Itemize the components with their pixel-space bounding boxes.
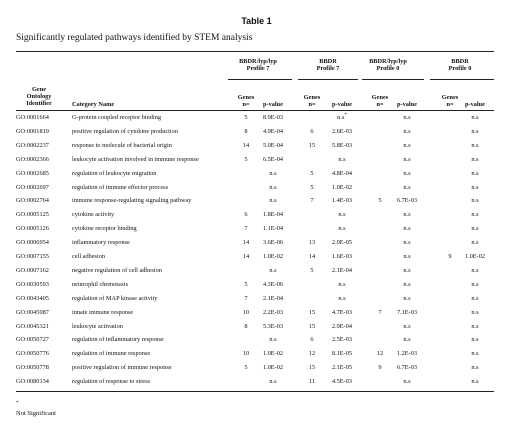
category-name: regulation of immune response (72, 350, 151, 358)
p-value-3: n.s (403, 253, 411, 260)
p-value-1: 1.1E-04 (262, 225, 284, 233)
header-genes-2-n: n= (308, 101, 316, 108)
go-identifier: GO:0030593 (16, 280, 49, 288)
go-identifier: GO:0001664 (16, 114, 49, 121)
category-name: leukocyte activation (72, 322, 123, 330)
group-header-1 (228, 58, 288, 72)
p-value-1: 2.2E-03 (262, 308, 284, 316)
p-value-1: n.s (269, 183, 277, 191)
genes-count-1: 8 (244, 322, 248, 330)
genes-count-1: 6 (244, 211, 248, 219)
p-value-4: n.s (471, 239, 479, 247)
footnote (16, 402, 56, 418)
group-header-2-line2: Profile 7 (316, 65, 340, 72)
group-rule-2 (298, 79, 358, 80)
p-value-4: n.s (471, 322, 479, 330)
go-identifier: GO:0002697 (16, 183, 49, 191)
p-value-1: 1.0E-02 (262, 364, 284, 372)
genes-count-3: 9 (378, 364, 382, 372)
header-genes-4 (438, 94, 462, 108)
p-value-2: 2.9E-04 (331, 322, 353, 330)
genes-count-2: 15 (308, 322, 316, 330)
category-name: regulation of inflammatory response (72, 336, 164, 344)
p-value-4: n.s (471, 211, 479, 219)
category-name: positive regulation of cytokine production (72, 127, 178, 135)
p-value-4: 1.0E-02 (464, 253, 486, 260)
p-value-2: 4.5E-03 (331, 378, 353, 386)
group-header-2 (298, 58, 358, 72)
p-value-1: 3.6E-06 (262, 239, 284, 247)
go-identifier: GO:0080134 (16, 378, 49, 386)
header-go-id-line2: Ontology (26, 93, 52, 100)
genes-count-1: 8 (244, 127, 248, 135)
header-go-id-line1: Gene (32, 86, 46, 93)
p-value-2: 5.8E-03 (331, 141, 353, 149)
p-value-2: 8.1E-05 (331, 350, 353, 358)
p-value-2: 4.8E-04 (331, 169, 353, 177)
category-name: cytokine activity (72, 211, 115, 219)
header-genes-2 (300, 94, 324, 108)
genes-count-2: 6 (310, 336, 314, 344)
p-value-2 (327, 114, 357, 121)
p-value-1: n.s (269, 378, 277, 386)
group-header-3-line1: BBDR/lyp/lyp (369, 58, 407, 65)
header-genes-1 (234, 94, 258, 108)
category-name: innate immune response (72, 308, 134, 316)
category-name: inflammatory response (72, 239, 130, 247)
p-value-4: n.s (471, 183, 479, 191)
category-name: cell adhesion (72, 253, 106, 260)
p-value-3: n.s (403, 211, 411, 219)
go-identifier: GO:0007155 (16, 253, 49, 260)
group-header-4 (430, 58, 490, 72)
p-value-3: 7.1E-03 (396, 308, 418, 316)
genes-count-2: 11 (308, 378, 316, 386)
p-value-4: n.s (471, 225, 479, 233)
p-value-4: n.s (471, 378, 479, 386)
p-value-3: 6.7E-03 (396, 197, 418, 205)
category-name: G-protein coupled receptor binding (72, 114, 162, 121)
table-caption: Significantly regulated pathways identified by STEM analysis (16, 33, 253, 43)
group-header-4-line2: Profile 0 (448, 65, 472, 72)
group-rule-3 (362, 79, 424, 80)
p-value-1: n.s (269, 197, 277, 205)
category-name: response to molecule of bacterial origin (72, 141, 172, 149)
category-name: regulation of response to stress (72, 378, 150, 386)
p-value-4: n.s (471, 280, 479, 288)
footnote-marker: * (16, 400, 19, 406)
p-value-4: n.s (471, 336, 479, 344)
p-value-2: 4.7E-03 (331, 308, 353, 316)
genes-count-3: 5 (378, 197, 382, 205)
genes-count-1: 5 (244, 280, 248, 288)
go-identifier: GO:0050727 (16, 336, 49, 344)
group-rule-4 (430, 79, 494, 80)
p-value-3: n.s (403, 378, 411, 386)
p-value-3: n.s (403, 114, 411, 121)
go-identifier: GO:0005126 (16, 225, 49, 233)
go-identifier: GO:0006954 (16, 239, 49, 247)
p-value-4: n.s (471, 294, 479, 302)
p-value-4: n.s (471, 364, 479, 372)
p-value-1: 1.8E-04 (262, 211, 284, 219)
genes-count-1: 7 (244, 225, 248, 233)
go-identifier: GO:0045087 (16, 308, 49, 316)
go-identifier: GO:0043405 (16, 294, 49, 302)
go-identifier: GO:0001819 (16, 127, 49, 135)
genes-count-2: 6 (310, 127, 314, 135)
genes-count-1: 14 (242, 253, 250, 260)
p-value-1: n.s (269, 266, 277, 274)
go-identifier: GO:0050776 (16, 350, 49, 358)
category-name: regulation of MAP kinase activity (72, 294, 158, 302)
go-identifier: GO:0045321 (16, 322, 49, 330)
p-value-1: 6.5E-04 (262, 155, 284, 163)
p-value-2: n.s (338, 280, 346, 288)
p-value-4: n.s (471, 127, 479, 135)
table-title: Table 1 (241, 16, 272, 26)
p-value-3: n.s (403, 169, 411, 177)
category-name: positive regulation of immune response (72, 364, 172, 372)
p-value-1: 2.1E-04 (262, 294, 284, 302)
p-value-2: 2.6E-03 (331, 127, 353, 135)
p-value-2: 1.6E-03 (331, 253, 353, 260)
p-value-4: n.s (471, 155, 479, 163)
p-value-3: n.s (403, 183, 411, 191)
bottom-rule (16, 391, 494, 392)
header-genes-3-label: Genes (371, 94, 389, 101)
p-value-4: n.s (471, 169, 479, 177)
p-value-3: n.s (403, 280, 411, 288)
header-go-id-line3: Identifier (26, 100, 52, 107)
group-header-4-line1: BBDR (451, 58, 469, 65)
p-value-2: 1.4E-03 (331, 197, 353, 205)
header-genes-1-n: n= (242, 101, 250, 108)
header-category-name: Category Name (72, 101, 115, 108)
p-value-2: n.s (338, 155, 346, 163)
p-value-2: 2.1E-05 (331, 364, 353, 372)
p-value-3: n.s (403, 266, 411, 274)
p-value-2: n.s (338, 211, 346, 219)
p-value-3: n.s (403, 336, 411, 344)
p-value-4: n.s (471, 197, 479, 205)
header-genes-4-label: Genes (441, 94, 459, 101)
header-genes-3 (368, 94, 392, 108)
genes-count-2: 7 (310, 197, 314, 205)
header-pvalue-2: p-value (332, 101, 352, 108)
p-value-2: 2.0E-05 (331, 239, 353, 247)
group-header-1-line2: Profile 7 (246, 65, 270, 72)
p-value-1: 5.3E-03 (262, 322, 284, 330)
p-value-3: n.s (403, 294, 411, 302)
p-value-1: 1.0E-02 (262, 350, 284, 358)
go-identifier: GO:0007162 (16, 266, 49, 274)
genes-count-2: 5 (310, 169, 314, 177)
header-pvalue-3: p-value (397, 101, 417, 108)
p-value-text: n.s (337, 114, 345, 121)
category-name: regulation of immune effector process (72, 183, 169, 191)
header-genes-2-label: Genes (303, 94, 321, 101)
category-name: negative regulation of cell adhesion (72, 266, 162, 274)
genes-count-1: 14 (242, 141, 250, 149)
p-value-1: n.s (269, 169, 277, 177)
genes-count-2: 12 (308, 350, 316, 358)
go-identifier: GO:0002764 (16, 197, 49, 205)
p-value-4: n.s (471, 308, 479, 316)
p-value-1: 4.9E-04 (262, 127, 284, 135)
genes-count-4: 9 (448, 253, 452, 260)
genes-count-2: 5 (310, 266, 314, 274)
category-name: regulation of leukocyte migration (72, 169, 157, 177)
go-identifier: GO:0005125 (16, 211, 49, 219)
header-rule (16, 110, 494, 111)
header-genes-4-n: n= (446, 101, 454, 108)
group-header-3 (358, 58, 418, 72)
genes-count-2: 13 (308, 239, 316, 247)
p-value-3: n.s (403, 225, 411, 233)
genes-count-2: 5 (310, 183, 314, 191)
p-value-1: 8.9E-03 (262, 114, 284, 121)
header-genes-1-label: Genes (237, 94, 255, 101)
p-value-4: n.s (471, 114, 479, 121)
group-rule-1 (228, 79, 292, 80)
p-value-2: n.s (338, 225, 346, 233)
genes-count-1: 5 (244, 364, 248, 372)
p-value-3: n.s (403, 239, 411, 247)
go-identifier: GO:0050778 (16, 364, 49, 372)
header-go-identifier (16, 86, 62, 107)
genes-count-3: 7 (378, 308, 382, 316)
p-value-2: 2.5E-03 (331, 336, 353, 344)
genes-count-1: 10 (242, 308, 250, 316)
category-name: immune response-regulating signaling pathway (72, 197, 192, 205)
header-pvalue-1: p-value (263, 101, 283, 108)
group-header-2-line1: BBDR (319, 58, 337, 65)
genes-count-1: 5 (244, 155, 248, 163)
p-value-1: 5.0E-04 (262, 141, 284, 149)
category-name: leukocyte activation involved in immune response (72, 155, 199, 163)
genes-count-1: 14 (242, 239, 250, 247)
genes-count-2: 14 (308, 253, 316, 260)
p-value-1: n.s (269, 336, 277, 344)
genes-count-2: 15 (308, 364, 316, 372)
header-pvalue-4: p-value (465, 101, 485, 108)
p-value-4: n.s (471, 350, 479, 358)
p-value-3: n.s (403, 155, 411, 163)
p-value-3: 6.7E-03 (396, 364, 418, 372)
p-value-2: n.s (338, 294, 346, 302)
genes-count-3: 12 (376, 350, 384, 358)
category-name: neutrophil chemotaxis (72, 280, 129, 288)
p-value-3: n.s (403, 322, 411, 330)
p-value-4: n.s (471, 141, 479, 149)
genes-count-1: 10 (242, 350, 250, 358)
go-identifier: GO:0002366 (16, 155, 49, 163)
p-value-2: 1.0E-02 (331, 183, 353, 191)
genes-count-2: 15 (308, 308, 316, 316)
group-header-1-line1: BBDR/lyp/lyp (239, 58, 277, 65)
not-significant-marker: * (344, 112, 347, 118)
category-name: cytokine receptor binding (72, 225, 137, 233)
genes-count-1: 7 (244, 294, 248, 302)
genes-count-2: 15 (308, 141, 316, 149)
group-header-3-line2: Profile 0 (376, 65, 400, 72)
p-value-4: n.s (471, 266, 479, 274)
p-value-1: 4.3E-06 (262, 280, 284, 288)
genes-count-1: 5 (244, 114, 248, 121)
p-value-3: 1.2E-03 (396, 350, 418, 358)
p-value-2: 2.1E-04 (331, 266, 353, 274)
p-value-1: 1.0E-02 (262, 253, 284, 260)
header-genes-3-n: n= (376, 101, 384, 108)
go-identifier: GO:0002237 (16, 141, 49, 149)
p-value-3: n.s (403, 141, 411, 149)
p-value-3: n.s (403, 127, 411, 135)
go-identifier: GO:0002685 (16, 169, 49, 177)
top-rule (16, 51, 494, 52)
footnote-text: Not Significant (16, 410, 56, 417)
